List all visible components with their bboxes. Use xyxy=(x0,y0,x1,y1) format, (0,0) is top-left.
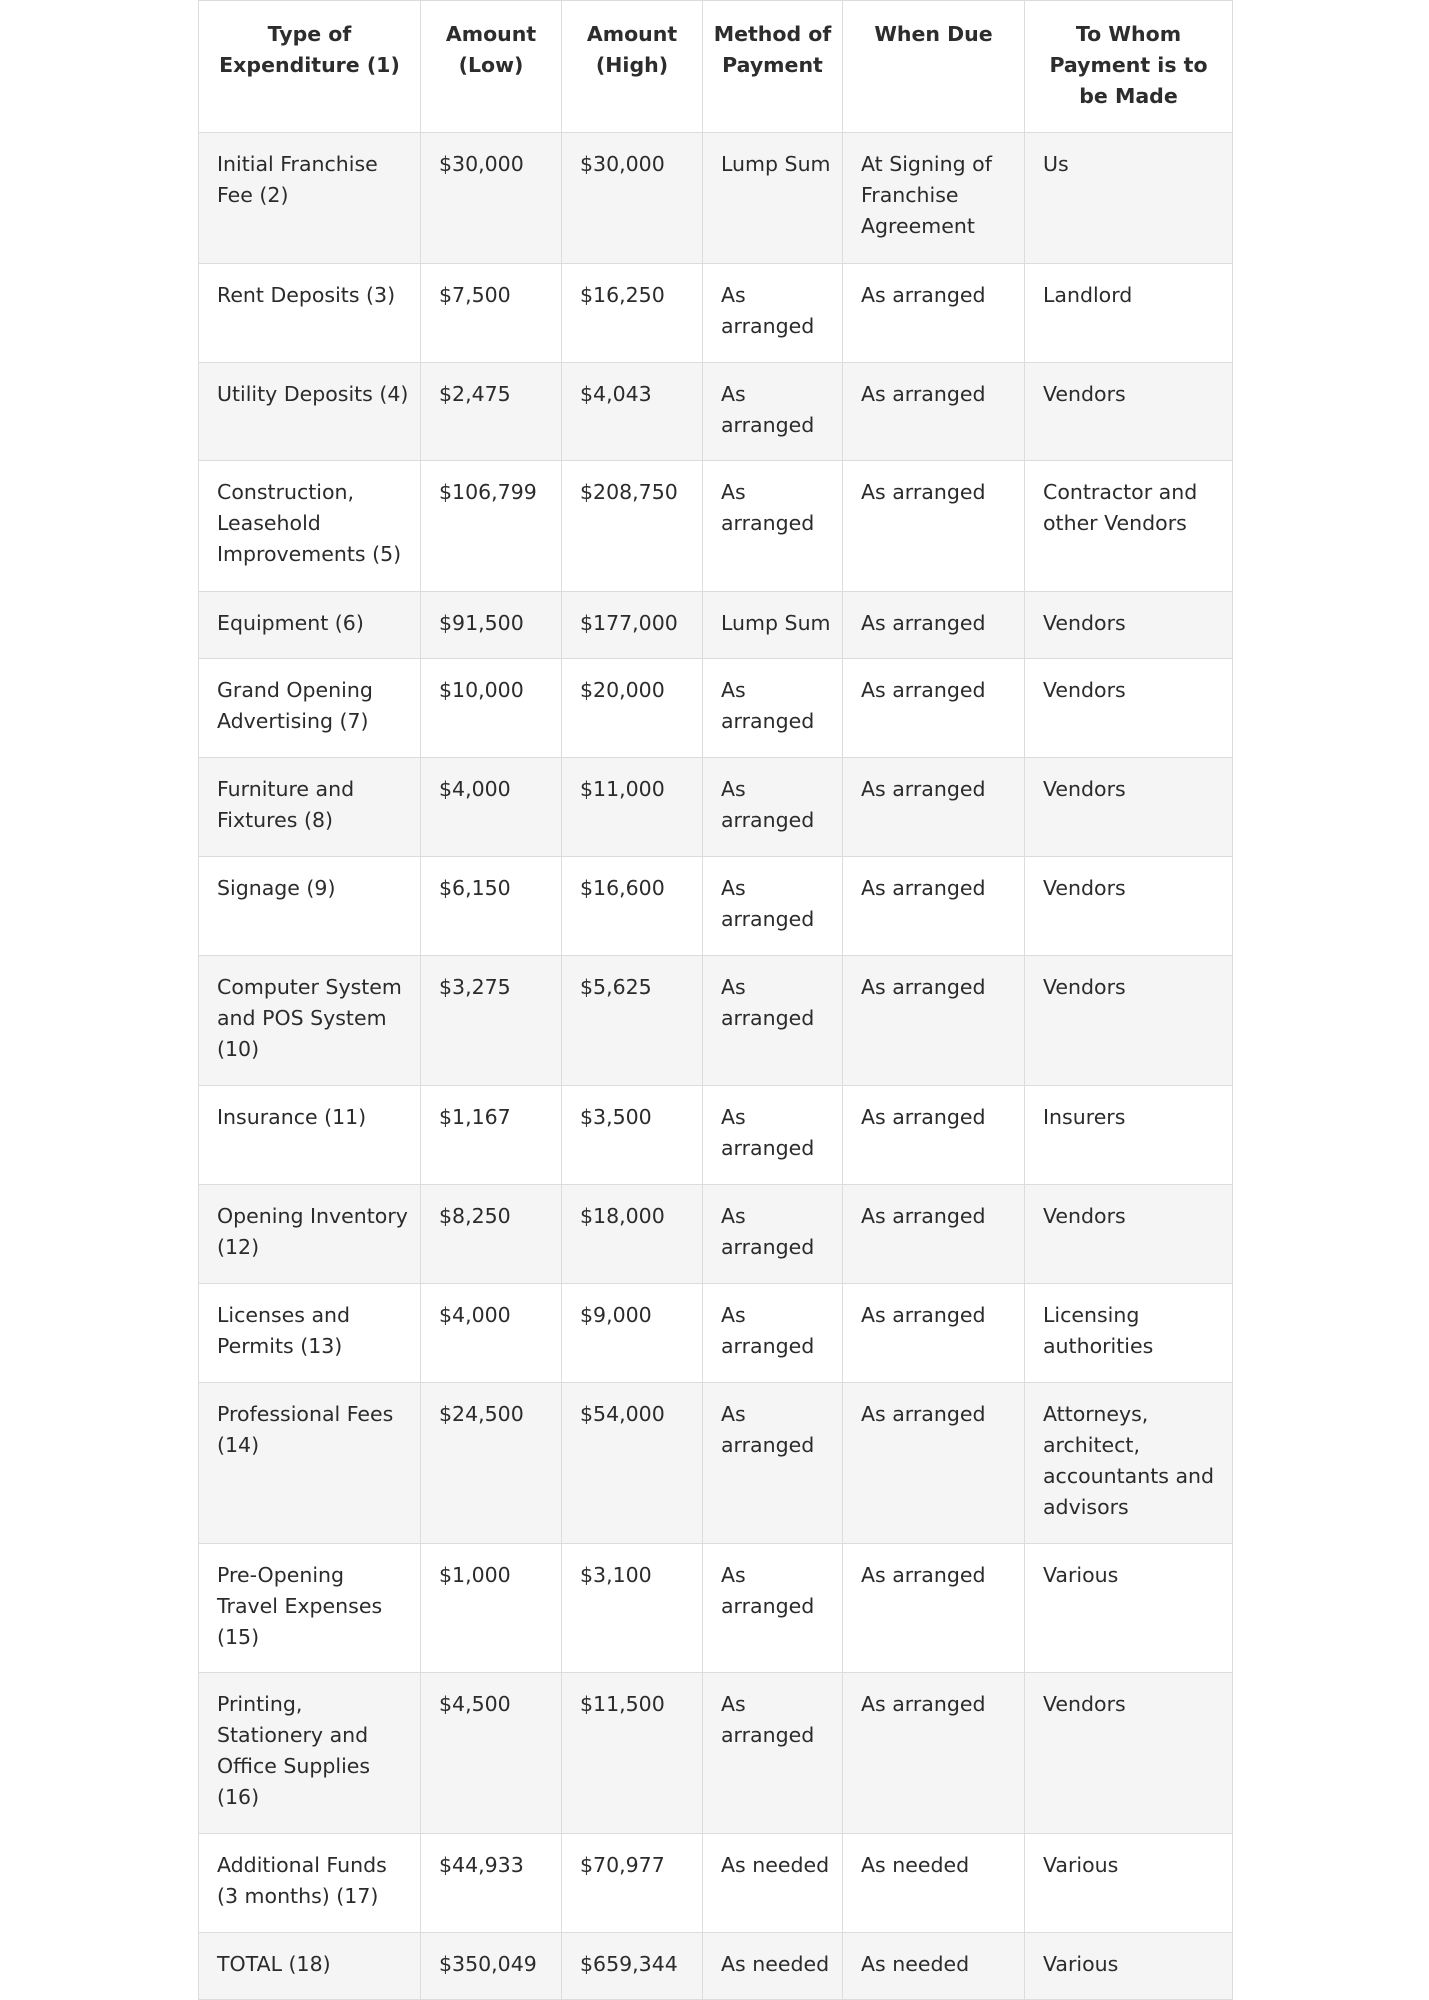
cell-type: TOTAL (18) xyxy=(199,1933,421,2000)
cell-amount-high: $70,977 xyxy=(562,1834,703,1933)
header-row xyxy=(199,1,1233,133)
table-row xyxy=(199,1933,1233,2000)
cell-amount-low: $1,167 xyxy=(421,1086,562,1185)
cell-payee: Insurers xyxy=(1025,1086,1233,1185)
table-row xyxy=(199,1544,1233,1673)
cell-amount-high: $177,000 xyxy=(562,592,703,659)
cell-method: As arranged xyxy=(703,1185,843,1284)
cell-amount-low: $2,475 xyxy=(421,363,562,461)
cell-when-due: As arranged xyxy=(843,857,1025,956)
header-method-of-payment: Method of Payment xyxy=(703,1,843,133)
cell-type: Equipment (6) xyxy=(199,592,421,659)
cell-method: As arranged xyxy=(703,758,843,857)
cell-amount-high: $20,000 xyxy=(562,659,703,758)
cell-type: Licenses and Permits (13) xyxy=(199,1284,421,1383)
cell-when-due: As arranged xyxy=(843,1383,1025,1544)
cell-type: Signage (9) xyxy=(199,857,421,956)
cell-when-due: As arranged xyxy=(843,758,1025,857)
header-when-due: When Due xyxy=(843,1,1025,133)
cell-payee: Various xyxy=(1025,1544,1233,1673)
cell-type: Insurance (11) xyxy=(199,1086,421,1185)
cell-amount-low: $7,500 xyxy=(421,264,562,363)
cell-payee: Landlord xyxy=(1025,264,1233,363)
cell-method: As arranged xyxy=(703,461,843,592)
cell-payee: Licensing authorities xyxy=(1025,1284,1233,1383)
cell-method: As needed xyxy=(703,1834,843,1933)
cell-amount-low: $44,933 xyxy=(421,1834,562,1933)
initial-investment-table xyxy=(198,0,1233,2000)
cell-amount-high: $5,625 xyxy=(562,956,703,1086)
table-header xyxy=(199,1,1233,133)
cell-type: Pre-Opening Travel Expenses (15) xyxy=(199,1544,421,1673)
header-type-of-expenditure: Type of Expenditure (1) xyxy=(199,1,421,133)
cell-method: As arranged xyxy=(703,363,843,461)
cell-amount-high: $16,600 xyxy=(562,857,703,956)
cell-amount-high: $3,500 xyxy=(562,1086,703,1185)
table-row xyxy=(199,363,1233,461)
table-row xyxy=(199,857,1233,956)
cell-method: As arranged xyxy=(703,1673,843,1834)
cell-when-due: As arranged xyxy=(843,1673,1025,1834)
cell-method: As arranged xyxy=(703,1383,843,1544)
cell-type: Rent Deposits (3) xyxy=(199,264,421,363)
cell-amount-high: $9,000 xyxy=(562,1284,703,1383)
cell-amount-low: $1,000 xyxy=(421,1544,562,1673)
cell-payee: Vendors xyxy=(1025,956,1233,1086)
cell-type: Opening Inventory (12) xyxy=(199,1185,421,1284)
table-body xyxy=(199,133,1233,2000)
cell-when-due: As arranged xyxy=(843,1185,1025,1284)
table-row xyxy=(199,659,1233,758)
cell-type: Construction, Leasehold Improvements (5) xyxy=(199,461,421,592)
cell-amount-low: $6,150 xyxy=(421,857,562,956)
cell-when-due: As arranged xyxy=(843,592,1025,659)
cell-type: Utility Deposits (4) xyxy=(199,363,421,461)
cell-when-due: As needed xyxy=(843,1834,1025,1933)
table-row xyxy=(199,264,1233,363)
table-row xyxy=(199,956,1233,1086)
cell-when-due: As arranged xyxy=(843,956,1025,1086)
cell-when-due: As arranged xyxy=(843,1086,1025,1185)
table-row xyxy=(199,1673,1233,1834)
table-row xyxy=(199,1185,1233,1284)
cell-type: Computer System and POS System (10) xyxy=(199,956,421,1086)
cell-amount-low: $24,500 xyxy=(421,1383,562,1544)
table-row xyxy=(199,1834,1233,1933)
cell-amount-high: $3,100 xyxy=(562,1544,703,1673)
cell-type: Furniture and Fixtures (8) xyxy=(199,758,421,857)
cell-payee: Attorneys, architect, accountants and advisors xyxy=(1025,1383,1233,1544)
cell-method: As arranged xyxy=(703,1086,843,1185)
header-to-whom: To Whom Payment is to be Made xyxy=(1025,1,1233,133)
cell-amount-high: $4,043 xyxy=(562,363,703,461)
cell-payee: Us xyxy=(1025,133,1233,264)
cell-amount-low: $8,250 xyxy=(421,1185,562,1284)
cell-method: As arranged xyxy=(703,264,843,363)
cell-amount-low: $3,275 xyxy=(421,956,562,1086)
cell-payee: Various xyxy=(1025,1933,1233,2000)
cell-payee: Various xyxy=(1025,1834,1233,1933)
cell-method: As arranged xyxy=(703,659,843,758)
cell-method: As arranged xyxy=(703,857,843,956)
cell-when-due: As arranged xyxy=(843,264,1025,363)
table-row xyxy=(199,592,1233,659)
table-row xyxy=(199,758,1233,857)
cell-amount-low: $106,799 xyxy=(421,461,562,592)
cell-amount-low: $30,000 xyxy=(421,133,562,264)
table-row xyxy=(199,1086,1233,1185)
cell-amount-low: $4,000 xyxy=(421,1284,562,1383)
table-row xyxy=(199,1284,1233,1383)
cell-type: Grand Opening Advertising (7) xyxy=(199,659,421,758)
cell-when-due: As arranged xyxy=(843,1284,1025,1383)
cell-method: As arranged xyxy=(703,1284,843,1383)
cell-type: Printing, Stationery and Office Supplies (16) xyxy=(199,1673,421,1834)
cell-method: As arranged xyxy=(703,1544,843,1673)
table-row xyxy=(199,133,1233,264)
cell-amount-high: $11,000 xyxy=(562,758,703,857)
cell-amount-low: $4,000 xyxy=(421,758,562,857)
cell-type: Additional Funds (3 months) (17) xyxy=(199,1834,421,1933)
cell-when-due: As needed xyxy=(843,1933,1025,2000)
header-amount-low: Amount (Low) xyxy=(421,1,562,133)
cell-payee: Vendors xyxy=(1025,363,1233,461)
cell-payee: Contractor and other Vendors xyxy=(1025,461,1233,592)
cell-amount-low: $91,500 xyxy=(421,592,562,659)
cell-amount-high: $18,000 xyxy=(562,1185,703,1284)
cell-when-due: As arranged xyxy=(843,461,1025,592)
cell-when-due: At Signing of Franchise Agreement xyxy=(843,133,1025,264)
table-row xyxy=(199,461,1233,592)
cell-amount-low: $10,000 xyxy=(421,659,562,758)
cell-type: Initial Franchise Fee (2) xyxy=(199,133,421,264)
cell-method: Lump Sum xyxy=(703,133,843,264)
table-row xyxy=(199,1383,1233,1544)
cell-method: Lump Sum xyxy=(703,592,843,659)
cell-amount-high: $208,750 xyxy=(562,461,703,592)
cell-method: As needed xyxy=(703,1933,843,2000)
cell-payee: Vendors xyxy=(1025,592,1233,659)
cell-when-due: As arranged xyxy=(843,659,1025,758)
cell-payee: Vendors xyxy=(1025,758,1233,857)
expenditure-table-container xyxy=(198,0,1232,2000)
cell-payee: Vendors xyxy=(1025,1185,1233,1284)
header-amount-high: Amount (High) xyxy=(562,1,703,133)
cell-amount-high: $16,250 xyxy=(562,264,703,363)
cell-payee: Vendors xyxy=(1025,857,1233,956)
cell-amount-low: $4,500 xyxy=(421,1673,562,1834)
cell-amount-high: $659,344 xyxy=(562,1933,703,2000)
cell-type: Professional Fees (14) xyxy=(199,1383,421,1544)
cell-amount-high: $30,000 xyxy=(562,133,703,264)
cell-when-due: As arranged xyxy=(843,1544,1025,1673)
cell-method: As arranged xyxy=(703,956,843,1086)
cell-amount-low: $350,049 xyxy=(421,1933,562,2000)
cell-when-due: As arranged xyxy=(843,363,1025,461)
cell-payee: Vendors xyxy=(1025,1673,1233,1834)
cell-amount-high: $11,500 xyxy=(562,1673,703,1834)
cell-payee: Vendors xyxy=(1025,659,1233,758)
cell-amount-high: $54,000 xyxy=(562,1383,703,1544)
